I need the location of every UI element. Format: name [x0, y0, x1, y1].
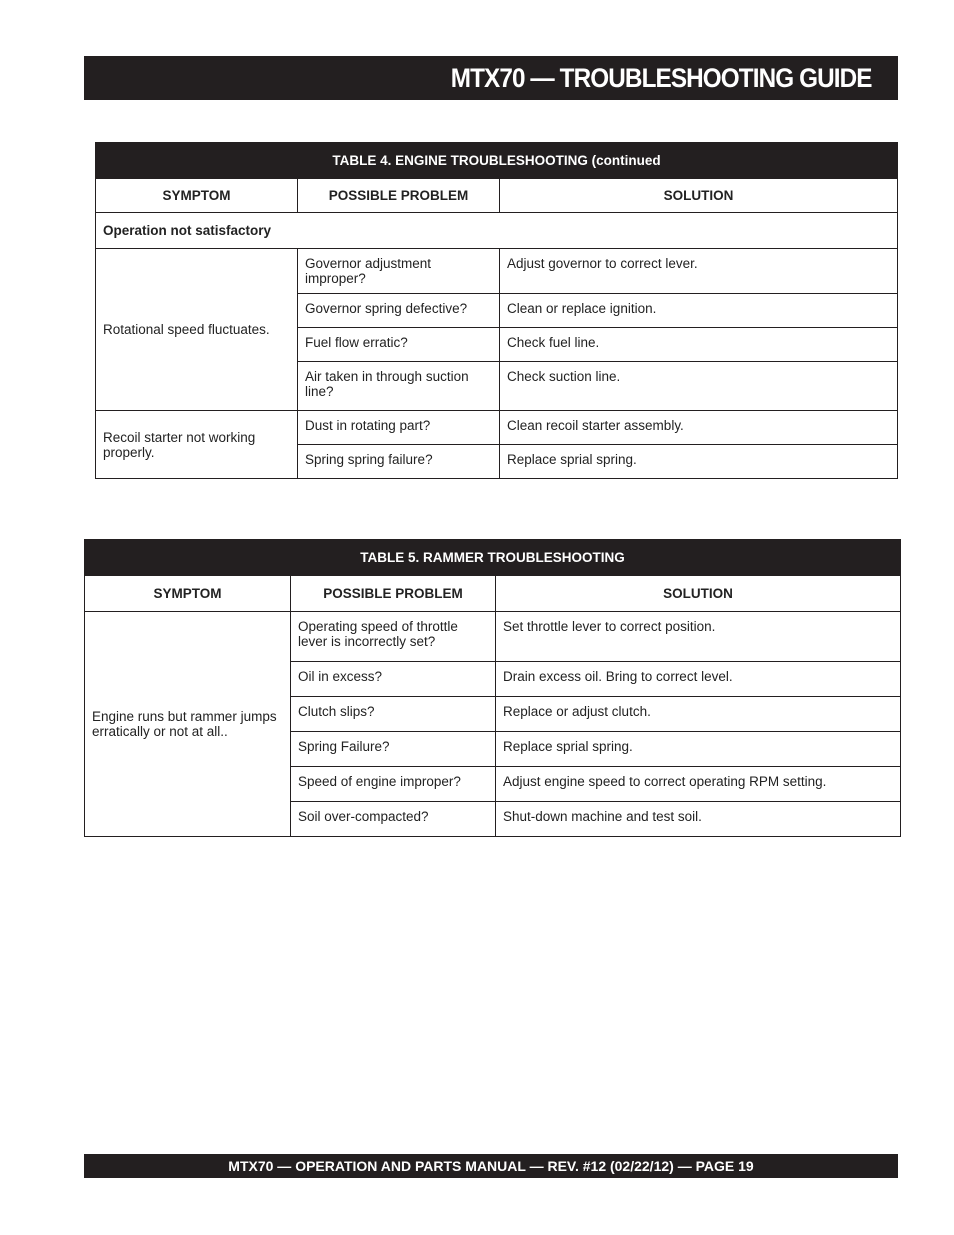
page-title: MTX70 — TROUBLESHOOTING GUIDE: [451, 62, 872, 93]
rammer-troubleshooting-table: [84, 539, 901, 837]
problem-cell: Soil over-compacted?: [291, 802, 496, 837]
problem-cell: Air taken in through suction line?: [298, 362, 500, 411]
section-heading: Operation not satisfactory: [96, 213, 898, 249]
page-footer: [84, 1154, 898, 1178]
table-caption: TABLE 4. ENGINE TROUBLESHOOTING (continued: [96, 143, 898, 179]
table-caption: TABLE 5. RAMMER TROUBLESHOOTING: [85, 540, 901, 576]
solution-cell: Clean recoil starter assembly.: [500, 411, 898, 445]
problem-cell: Oil in excess?: [291, 662, 496, 697]
solution-cell: Adjust engine speed to correct operating RPM setting.: [496, 767, 901, 802]
symptom-cell: Recoil starter not working properly.: [96, 411, 298, 479]
solution-cell: Check suction line.: [500, 362, 898, 411]
problem-cell: Spring Failure?: [291, 732, 496, 767]
column-header-problem: POSSIBLE PROBLEM: [298, 179, 500, 213]
symptom-cell: Engine runs but rammer jumps erratically or not at all..: [85, 612, 291, 837]
engine-troubleshooting-table: [95, 142, 898, 479]
problem-cell: Spring spring failure?: [298, 445, 500, 479]
column-header-symptom: SYMPTOM: [85, 576, 291, 612]
problem-cell: Governor adjustment improper?: [298, 249, 500, 294]
solution-cell: Adjust governor to correct lever.: [500, 249, 898, 294]
solution-cell: Set throttle lever to correct position.: [496, 612, 901, 662]
problem-cell: Speed of engine improper?: [291, 767, 496, 802]
page-header: [84, 56, 898, 100]
column-header-symptom: SYMPTOM: [96, 179, 298, 213]
column-header-solution: SOLUTION: [500, 179, 898, 213]
problem-cell: Operating speed of throttle lever is incorrectly set?: [291, 612, 496, 662]
solution-cell: Replace or adjust clutch.: [496, 697, 901, 732]
solution-cell: Check fuel line.: [500, 328, 898, 362]
solution-cell: Drain excess oil. Bring to correct level.: [496, 662, 901, 697]
table-row: [85, 612, 901, 662]
problem-cell: Governor spring defective?: [298, 294, 500, 328]
table-row: [96, 411, 898, 445]
problem-cell: Clutch slips?: [291, 697, 496, 732]
symptom-cell: Rotational speed fluctuates.: [96, 249, 298, 411]
column-header-solution: SOLUTION: [496, 576, 901, 612]
problem-cell: Fuel flow erratic?: [298, 328, 500, 362]
problem-cell: Dust in rotating part?: [298, 411, 500, 445]
table-row: [96, 249, 898, 294]
footer-text: MTX70 — OPERATION AND PARTS MANUAL — REV. #12 (02/22/12) — PAGE 19: [228, 1158, 754, 1174]
solution-cell: Clean or replace ignition.: [500, 294, 898, 328]
column-header-problem: POSSIBLE PROBLEM: [291, 576, 496, 612]
solution-cell: Shut-down machine and test soil.: [496, 802, 901, 837]
solution-cell: Replace sprial spring.: [500, 445, 898, 479]
solution-cell: Replace sprial spring.: [496, 732, 901, 767]
